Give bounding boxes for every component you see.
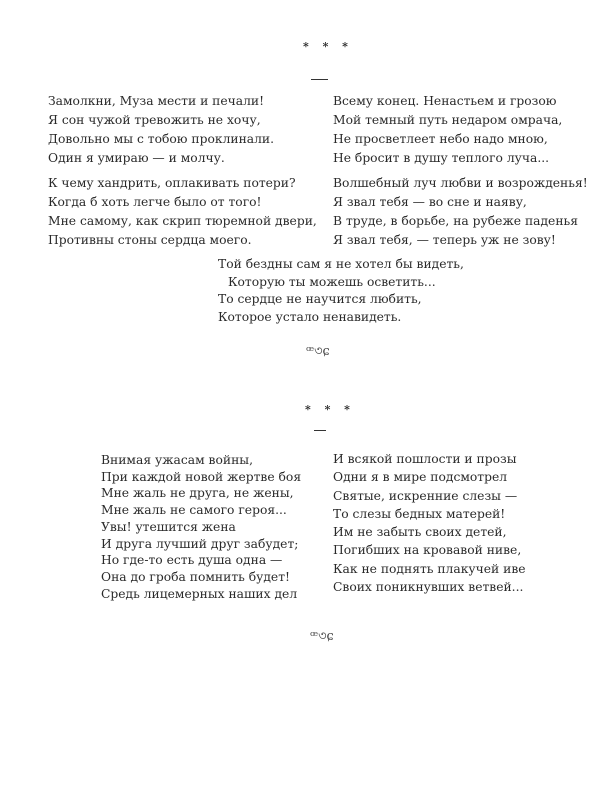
verse-line: Когда б хоть легче было от того! [48,195,262,209]
verse-line: Довольно мы с тобою проклинали. [48,132,275,146]
verse-line: И всякой пошлости и прозы [333,452,517,466]
verse-line: Как не поднять плакучей иве [333,561,526,576]
poem2-right-column [333,450,526,596]
verse-line: Волшебный луч любви и возрожденья! [333,176,588,190]
verse-line: Мне жаль не друга, не жены, [101,486,294,501]
verse-line: Я звал тебя, — теперь уж не зову! [333,233,556,247]
verse-line: Увы! утешится жена [101,519,236,534]
verse-line: В труде, в борьбе, на рубеже паденья [333,214,578,228]
poem1-left-stanza-2 [48,174,317,250]
separator-rule [314,430,326,431]
verse-line: Не просветлеет небо надо мною, [333,132,548,146]
verse-line: Которую ты можешь осветить... [228,274,436,289]
verse-line: Не бросит в душу теплого луча... [333,151,550,165]
verse-line: Один я умираю — и молчу. [48,151,225,165]
poem2-left-column [101,452,301,602]
verse-line: Мой темный путь недаром омрача, [333,113,563,127]
verse-line: То слезы бедных матерей! [333,506,506,521]
poem1-left-stanza-1 [48,92,274,168]
verse-line: То сердце не научится любить, [218,292,422,306]
verse-line: Им не забыть своих детей, [333,525,507,540]
verse-line: Погибших на кровавой ниве, [333,543,522,558]
section-separator-stars: * * * [305,403,355,416]
verse-line: Противны стоны сердца моего. [48,233,252,247]
verse-line: Внимая ужасам войны, [101,453,253,467]
verse-line: Мне самому, как скрип тюремной двери, [48,214,317,228]
poem1-final-stanza [218,256,464,326]
verse-line: Я сон чужой тревожить не хочу, [48,113,261,127]
verse-line: При каждой новой жертве боя [101,469,302,484]
section-separator-stars: * * * [303,40,353,53]
poem1-right-stanza-1 [333,92,562,168]
poem1-right-stanza-2 [333,174,588,250]
verse-line: И друга лучший друг забудет; [101,536,299,551]
verse-line: Своих поникнувших ветвей... [333,580,524,595]
verse-line: Она до гроба помнить будет! [101,569,290,584]
verse-line: Всему конец. Ненастьем и грозою [333,94,557,108]
verse-line: Но где-то есть душа одна — [101,553,283,568]
verse-line: Мне жаль не самого героя... [101,503,287,518]
ornament-vignette: ꟹ৩ɕ [306,344,330,359]
verse-line: Средь лицемерных наших дел [101,586,298,601]
ornament-vignette: ꟹ৩ɕ [310,629,334,644]
verse-line: Я звал тебя — во сне и наяву, [333,195,527,209]
verse-line: Одни я в мире подсмотрел [333,470,508,485]
separator-rule [311,79,328,80]
verse-line: Замолкни, Муза мести и печали! [48,94,265,108]
verse-line: Которое устало ненавидеть. [218,309,402,324]
verse-line: Святые, искренние слезы — [333,488,518,503]
verse-line: Той бездны сам я не хотел бы видеть, [218,257,464,271]
verse-line: К чему хандрить, оплакивать потери? [48,176,296,190]
